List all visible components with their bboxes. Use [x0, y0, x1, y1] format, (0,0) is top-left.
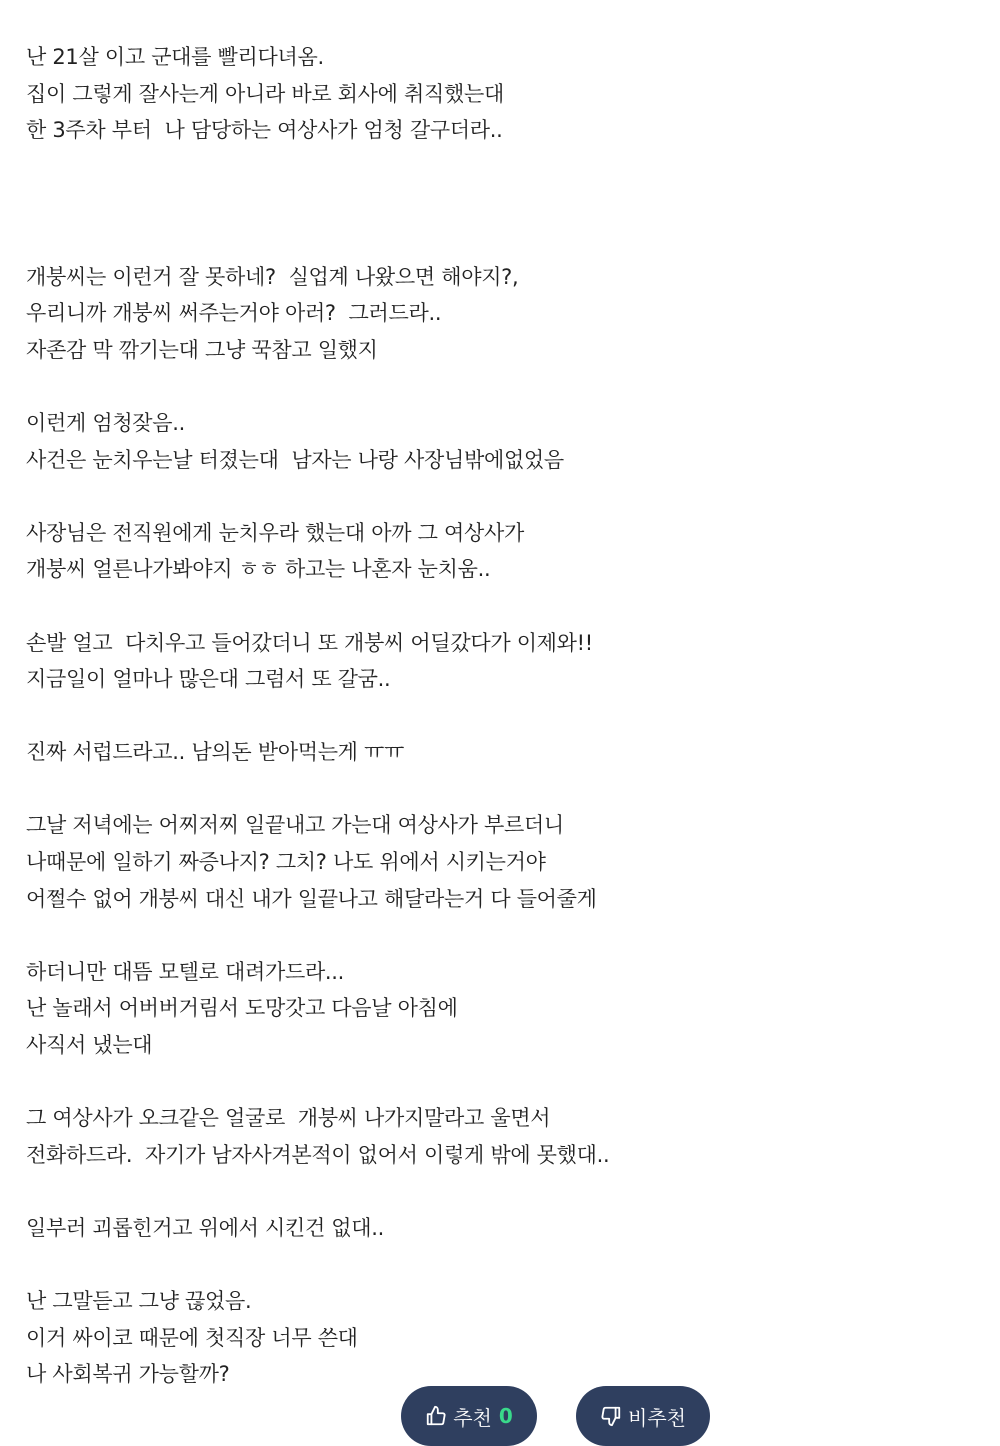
post-text-line: 그 여상사가 오크같은 얼굴로 개붕씨 나가지말라고 울면서 — [26, 1106, 551, 1131]
blank-line — [26, 771, 976, 808]
post-text-line: 어쩔수 없어 개붕씨 대신 내가 일끝나고 해달라는거 다 들어줄게 — [26, 886, 597, 911]
post-text-line: 집이 그렇게 잘사는게 아니라 바로 회사에 취직했는대 — [26, 81, 504, 106]
post-text-line: 자존감 막 깎기는대 그냥 꾹참고 일했지 — [26, 337, 378, 362]
blank-line — [26, 917, 976, 954]
post-text-line: 그날 저녁에는 어찌저찌 일끝내고 가는대 여상사가 부르더니 — [26, 813, 564, 838]
not-recommend-button[interactable] — [576, 1386, 710, 1446]
post-text-line: 개붕씨는 이런거 잘 못하네? 실업계 나왔으면 해야지?, — [26, 264, 519, 289]
not-recommend-label: 비추천 — [628, 1405, 686, 1430]
post-text-line: 손발 얼고 다치우고 들어갔더니 또 개붕씨 어딜갔다가 이제와!! — [26, 630, 593, 655]
blank-line — [26, 1064, 976, 1101]
blank-line — [26, 149, 976, 186]
post-text-line: 난 놀래서 어버버거림서 도망갓고 다음날 아침에 — [26, 996, 458, 1021]
recommend-button[interactable] — [401, 1386, 537, 1446]
blank-line — [26, 368, 976, 405]
post-text-line: 난 그말듣고 그냥 끊었음. — [26, 1289, 252, 1314]
post-text-line: 지금일이 얼마나 많은대 그럼서 또 갈굼.. — [26, 667, 391, 692]
blank-line — [26, 478, 976, 515]
vote-bar — [0, 1386, 1000, 1446]
blank-line — [26, 698, 976, 735]
post-text-line: 사건은 눈치우는날 터졌는대 남자는 나랑 사장님밖에없었음 — [26, 447, 564, 472]
post-text-line: 나 사회복귀 가능할까? — [26, 1362, 230, 1387]
post-text-line: 난 21살 이고 군대를 빨리다녀옴. — [26, 45, 324, 69]
blank-line — [26, 185, 976, 222]
post-text-line: 하더니만 대뜸 모텔로 대려가드라... — [26, 959, 345, 984]
blank-line — [26, 1247, 976, 1284]
post-text-line: 진짜 서럽드라고.. 남의돈 받아먹는게 ㅠㅠ — [26, 740, 405, 765]
recommend-label: 추천 — [453, 1405, 492, 1430]
post-text-line: 사직서 냈는대 — [26, 1033, 153, 1058]
recommend-count: 0 — [498, 1404, 513, 1428]
post-text-line: 나때문에 일하기 짜증나지? 그치? 나도 위에서 시키는거야 — [26, 850, 546, 875]
blank-line — [26, 588, 976, 625]
blank-line — [26, 222, 976, 259]
post-text-line: 전화하드라. 자기가 남자사겨본적이 없어서 이렇게 밖에 못했대.. — [26, 1142, 610, 1167]
post-text-line: 한 3주차 부터 나 담당하는 여상사가 엄청 갈구더라.. — [26, 118, 503, 143]
post-text-line: 이런게 엄청잦음.. — [26, 410, 186, 435]
thumbs-down-icon — [600, 1405, 622, 1427]
post-body — [26, 39, 976, 1393]
post-text-line: 이거 싸이코 때문에 첫직장 너무 쓴대 — [26, 1325, 358, 1350]
thumbs-up-icon — [425, 1405, 447, 1427]
post-text-line: 우리니까 개붕씨 써주는거야 아러? 그러드라.. — [26, 301, 442, 326]
post-text-line: 일부러 괴롭힌거고 위에서 시킨건 없대.. — [26, 1216, 385, 1240]
blank-line — [26, 1173, 976, 1210]
post-text-line: 개붕씨 얼른나가봐야지 ㅎㅎ 하고는 나혼자 눈치움.. — [26, 557, 491, 582]
post-text-line: 사장님은 전직원에게 눈치우라 했는대 아까 그 여상사가 — [26, 520, 524, 545]
